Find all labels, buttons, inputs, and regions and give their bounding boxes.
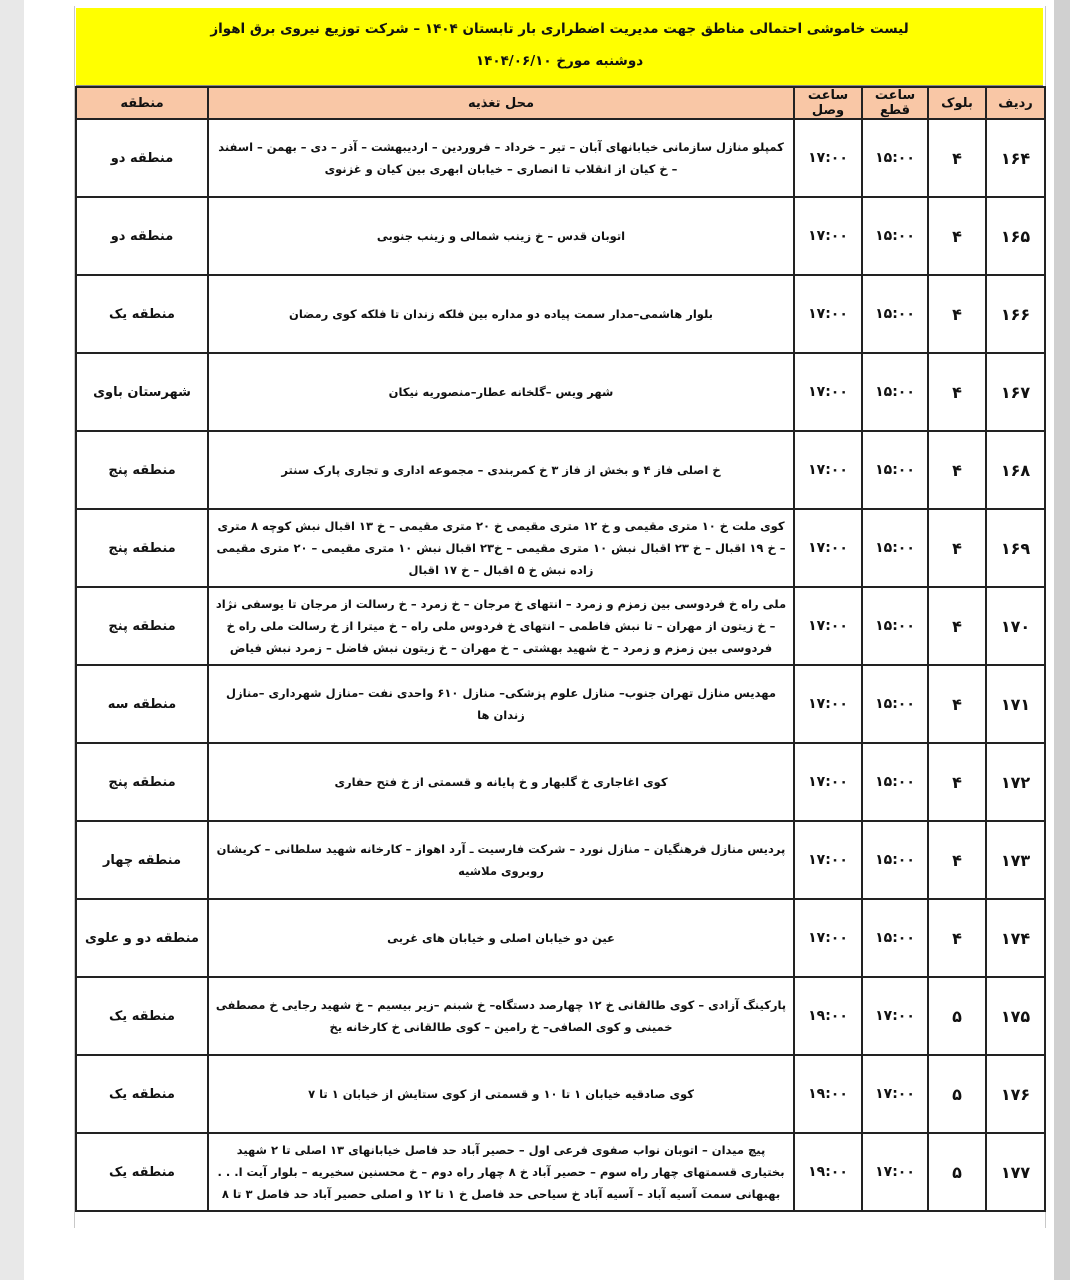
header-location: محل تغذیه (208, 87, 794, 119)
cell-location: پردیس منازل فرهنگیان – منازل نورد – شرکت فارسیت ـ آرد اهواز – کارخانه شهید سلطانی – کریشان روبروی ملاشیه (208, 821, 794, 899)
table-header-row (76, 87, 1045, 119)
cell-region: منطقه چهار (76, 821, 208, 899)
right-scroll-strip (1054, 0, 1070, 1280)
table-row (76, 821, 1045, 899)
cell-block: ۴ (928, 119, 986, 197)
cell-location: کوی اغاجاری خ گلبهار و خ پایانه و قسمتی از خ فتح حفاری (208, 743, 794, 821)
cell-region: منطقه دو (76, 119, 208, 197)
cell-region: منطقه یک (76, 977, 208, 1055)
cell-row-number: ۱۶۶ (986, 275, 1045, 353)
cell-cut-time: ۱۷:۰۰ (862, 1133, 928, 1211)
cell-connect-time: ۱۷:۰۰ (794, 743, 862, 821)
cell-row-number: ۱۷۶ (986, 1055, 1045, 1133)
table-row (76, 119, 1045, 197)
cell-row-number: ۱۷۱ (986, 665, 1045, 743)
cell-block: ۵ (928, 1055, 986, 1133)
cell-location: اتوبان قدس – خ زینب شمالی و زینب جنوبی (208, 197, 794, 275)
cell-row-number: ۱۶۹ (986, 509, 1045, 587)
document-title: لیست خاموشی احتمالی مناطق جهت مدیریت اضطراری بار تابستان ۱۴۰۴ – شرکت توزیع نیروی برق اهواز (210, 21, 909, 37)
cell-row-number: ۱۷۲ (986, 743, 1045, 821)
cell-cut-time: ۱۵:۰۰ (862, 821, 928, 899)
document-header (76, 8, 1043, 86)
cell-location: کوی صادقیه خیابان ۱ تا ۱۰ و قسمتی از کوی ستایش از خیابان ۱ تا ۷ (208, 1055, 794, 1133)
cell-region: منطقه دو و علوی (76, 899, 208, 977)
cell-block: ۴ (928, 743, 986, 821)
cell-cut-time: ۱۷:۰۰ (862, 977, 928, 1055)
cell-connect-time: ۱۷:۰۰ (794, 353, 862, 431)
cell-cut-time: ۱۵:۰۰ (862, 587, 928, 665)
cell-region: منطقه پنج (76, 509, 208, 587)
cell-location: کوی ملت خ ۱۰ متری مقیمی و خ ۱۲ متری مقیمی خ ۲۰ متری مقیمی – خ ۱۳ اقبال نبش کوچه ۸ متری – خ ۱۹ اقبال – خ ۲۳ اقبال نبش ۱۰ متری مقیمی – خ۲۳ اقبال نبش ۱۰ متری مقیمی – ۲۰ متری مقیمی زاده نبش خ ۵ اقبال – خ ۱۷ اقبال (208, 509, 794, 587)
cell-row-number: ۱۷۴ (986, 899, 1045, 977)
cell-region: منطقه پنج (76, 431, 208, 509)
cell-region: منطقه یک (76, 275, 208, 353)
table-row (76, 899, 1045, 977)
cell-block: ۴ (928, 197, 986, 275)
document-date: دوشنبه مورخ ۱۴۰۴/۰۶/۱۰ (475, 53, 644, 69)
cell-cut-time: ۱۵:۰۰ (862, 119, 928, 197)
cell-location: پارکینگ آزادی – کوی طالقانی خ ۱۲ چهارصد دستگاه– خ شبنم –زیر بیسیم – خ شهید رجایی خ مصطفی خمینی و کوی الصافی– خ رامین – کوی طالقانی خ کارخانه یخ (208, 977, 794, 1055)
cell-connect-time: ۱۷:۰۰ (794, 509, 862, 587)
cell-connect-time: ۱۷:۰۰ (794, 431, 862, 509)
cell-block: ۴ (928, 821, 986, 899)
cell-connect-time: ۱۷:۰۰ (794, 821, 862, 899)
table-row (76, 1133, 1045, 1211)
cell-location: عین دو خیابان اصلی و خیابان های غربی (208, 899, 794, 977)
cell-region: منطقه یک (76, 1133, 208, 1211)
cell-location: مهدیس منازل تهران جنوب– منازل علوم پزشکی– منازل ۶۱۰ واحدی نفت –منازل شهرداری –منازل زندان ها (208, 665, 794, 743)
cell-region: منطقه پنج (76, 587, 208, 665)
table-row (76, 1055, 1045, 1133)
cell-cut-time: ۱۵:۰۰ (862, 665, 928, 743)
cell-connect-time: ۱۹:۰۰ (794, 1055, 862, 1133)
cell-block: ۴ (928, 431, 986, 509)
cell-cut-time: ۱۵:۰۰ (862, 899, 928, 977)
cell-cut-time: ۱۵:۰۰ (862, 743, 928, 821)
cell-region: منطقه یک (76, 1055, 208, 1133)
cell-connect-time: ۱۹:۰۰ (794, 1133, 862, 1211)
cell-row-number: ۱۷۵ (986, 977, 1045, 1055)
cell-location: بلوار هاشمی–مدار سمت پیاده دو مداره بین فلکه زندان تا فلکه کوی رمضان (208, 275, 794, 353)
cell-block: ۵ (928, 977, 986, 1055)
cell-location: ملی راه خ فردوسی بین زمزم و زمرد – انتهای خ مرجان – خ زمرد – خ رسالت از مرجان تا یوسفی نژاد – خ زیتون از مهران – تا نبش فاطمی – انتهای خ فردوس ملی راه – خ میترا از خ رسالت ملی راه خ فردوسی بین زمزم و زمرد – خ شهید بهشتی – خ مهران – خ زیتون نبش فاضل – زمرد نبش فیاض (208, 587, 794, 665)
table-row (76, 509, 1045, 587)
left-margin-strip (0, 0, 24, 1280)
header-cut-time: ساعت قطع (862, 87, 928, 119)
cell-block: ۴ (928, 353, 986, 431)
cell-block: ۴ (928, 899, 986, 977)
cell-row-number: ۱۶۴ (986, 119, 1045, 197)
cell-region: منطقه دو (76, 197, 208, 275)
cell-cut-time: ۱۵:۰۰ (862, 197, 928, 275)
cell-block: ۴ (928, 509, 986, 587)
cell-connect-time: ۱۷:۰۰ (794, 587, 862, 665)
table-row (76, 977, 1045, 1055)
table-row (76, 743, 1045, 821)
cell-region: شهرستان باوی (76, 353, 208, 431)
cell-connect-time: ۱۷:۰۰ (794, 275, 862, 353)
cell-row-number: ۱۷۰ (986, 587, 1045, 665)
cell-cut-time: ۱۵:۰۰ (862, 509, 928, 587)
cell-connect-time: ۱۹:۰۰ (794, 977, 862, 1055)
cell-location: کمپلو منازل سازمانی خیابانهای آبان – تیر – خرداد – فروردین – اردیبهشت – آذر – دی – بهمن – اسفند – خ کیان از انقلاب تا انصاری – خیابان ابهری بین کیان و غزنوی (208, 119, 794, 197)
cell-cut-time: ۱۷:۰۰ (862, 1055, 928, 1133)
outage-table (75, 86, 1046, 1212)
cell-region: منطقه پنج (76, 743, 208, 821)
cell-connect-time: ۱۷:۰۰ (794, 899, 862, 977)
cell-location: پیچ میدان – اتوبان نواب صفوی فرعی اول – حصیر آباد حد فاصل خیابانهای ۱۳ اصلی تا ۲ شهید بختیاری قسمتهای چهار راه سوم – حصیر آباد خ ۸ چهار راه دوم – خ محسنین سخیریه – بلوار آیت ا. . . بهبهانی سمت آسیه آباد – آسیه آباد خ سیاحی حد فاصل خ ۱ تا ۱۲ و اصلی حصیر آباد حد فاصل ۳ تا ۸ (208, 1133, 794, 1211)
cell-row-number: ۱۷۷ (986, 1133, 1045, 1211)
table-row (76, 275, 1045, 353)
table-row (76, 587, 1045, 665)
cell-block: ۵ (928, 1133, 986, 1211)
cell-block: ۴ (928, 587, 986, 665)
cell-block: ۴ (928, 665, 986, 743)
cell-location: شهر ویس –گلخانه عطار–منصوریه نیکان (208, 353, 794, 431)
cell-connect-time: ۱۷:۰۰ (794, 197, 862, 275)
table-row (76, 197, 1045, 275)
cell-row-number: ۱۶۸ (986, 431, 1045, 509)
cell-row-number: ۱۶۵ (986, 197, 1045, 275)
header-block: بلوک (928, 87, 986, 119)
cell-connect-time: ۱۷:۰۰ (794, 665, 862, 743)
cell-row-number: ۱۷۳ (986, 821, 1045, 899)
table-row (76, 665, 1045, 743)
header-row-number: ردیف (986, 87, 1045, 119)
cell-block: ۴ (928, 275, 986, 353)
cell-row-number: ۱۶۷ (986, 353, 1045, 431)
header-region: منطقه (76, 87, 208, 119)
cell-cut-time: ۱۵:۰۰ (862, 275, 928, 353)
cell-location: خ اصلی فاز ۴ و بخش از فاز ۳ خ کمربندی – مجموعه اداری و تجاری پارک سنتر (208, 431, 794, 509)
table-row (76, 353, 1045, 431)
cell-cut-time: ۱۵:۰۰ (862, 353, 928, 431)
table-row (76, 431, 1045, 509)
cell-region: منطقه سه (76, 665, 208, 743)
header-connect-time: ساعت وصل (794, 87, 862, 119)
cell-connect-time: ۱۷:۰۰ (794, 119, 862, 197)
cell-cut-time: ۱۵:۰۰ (862, 431, 928, 509)
